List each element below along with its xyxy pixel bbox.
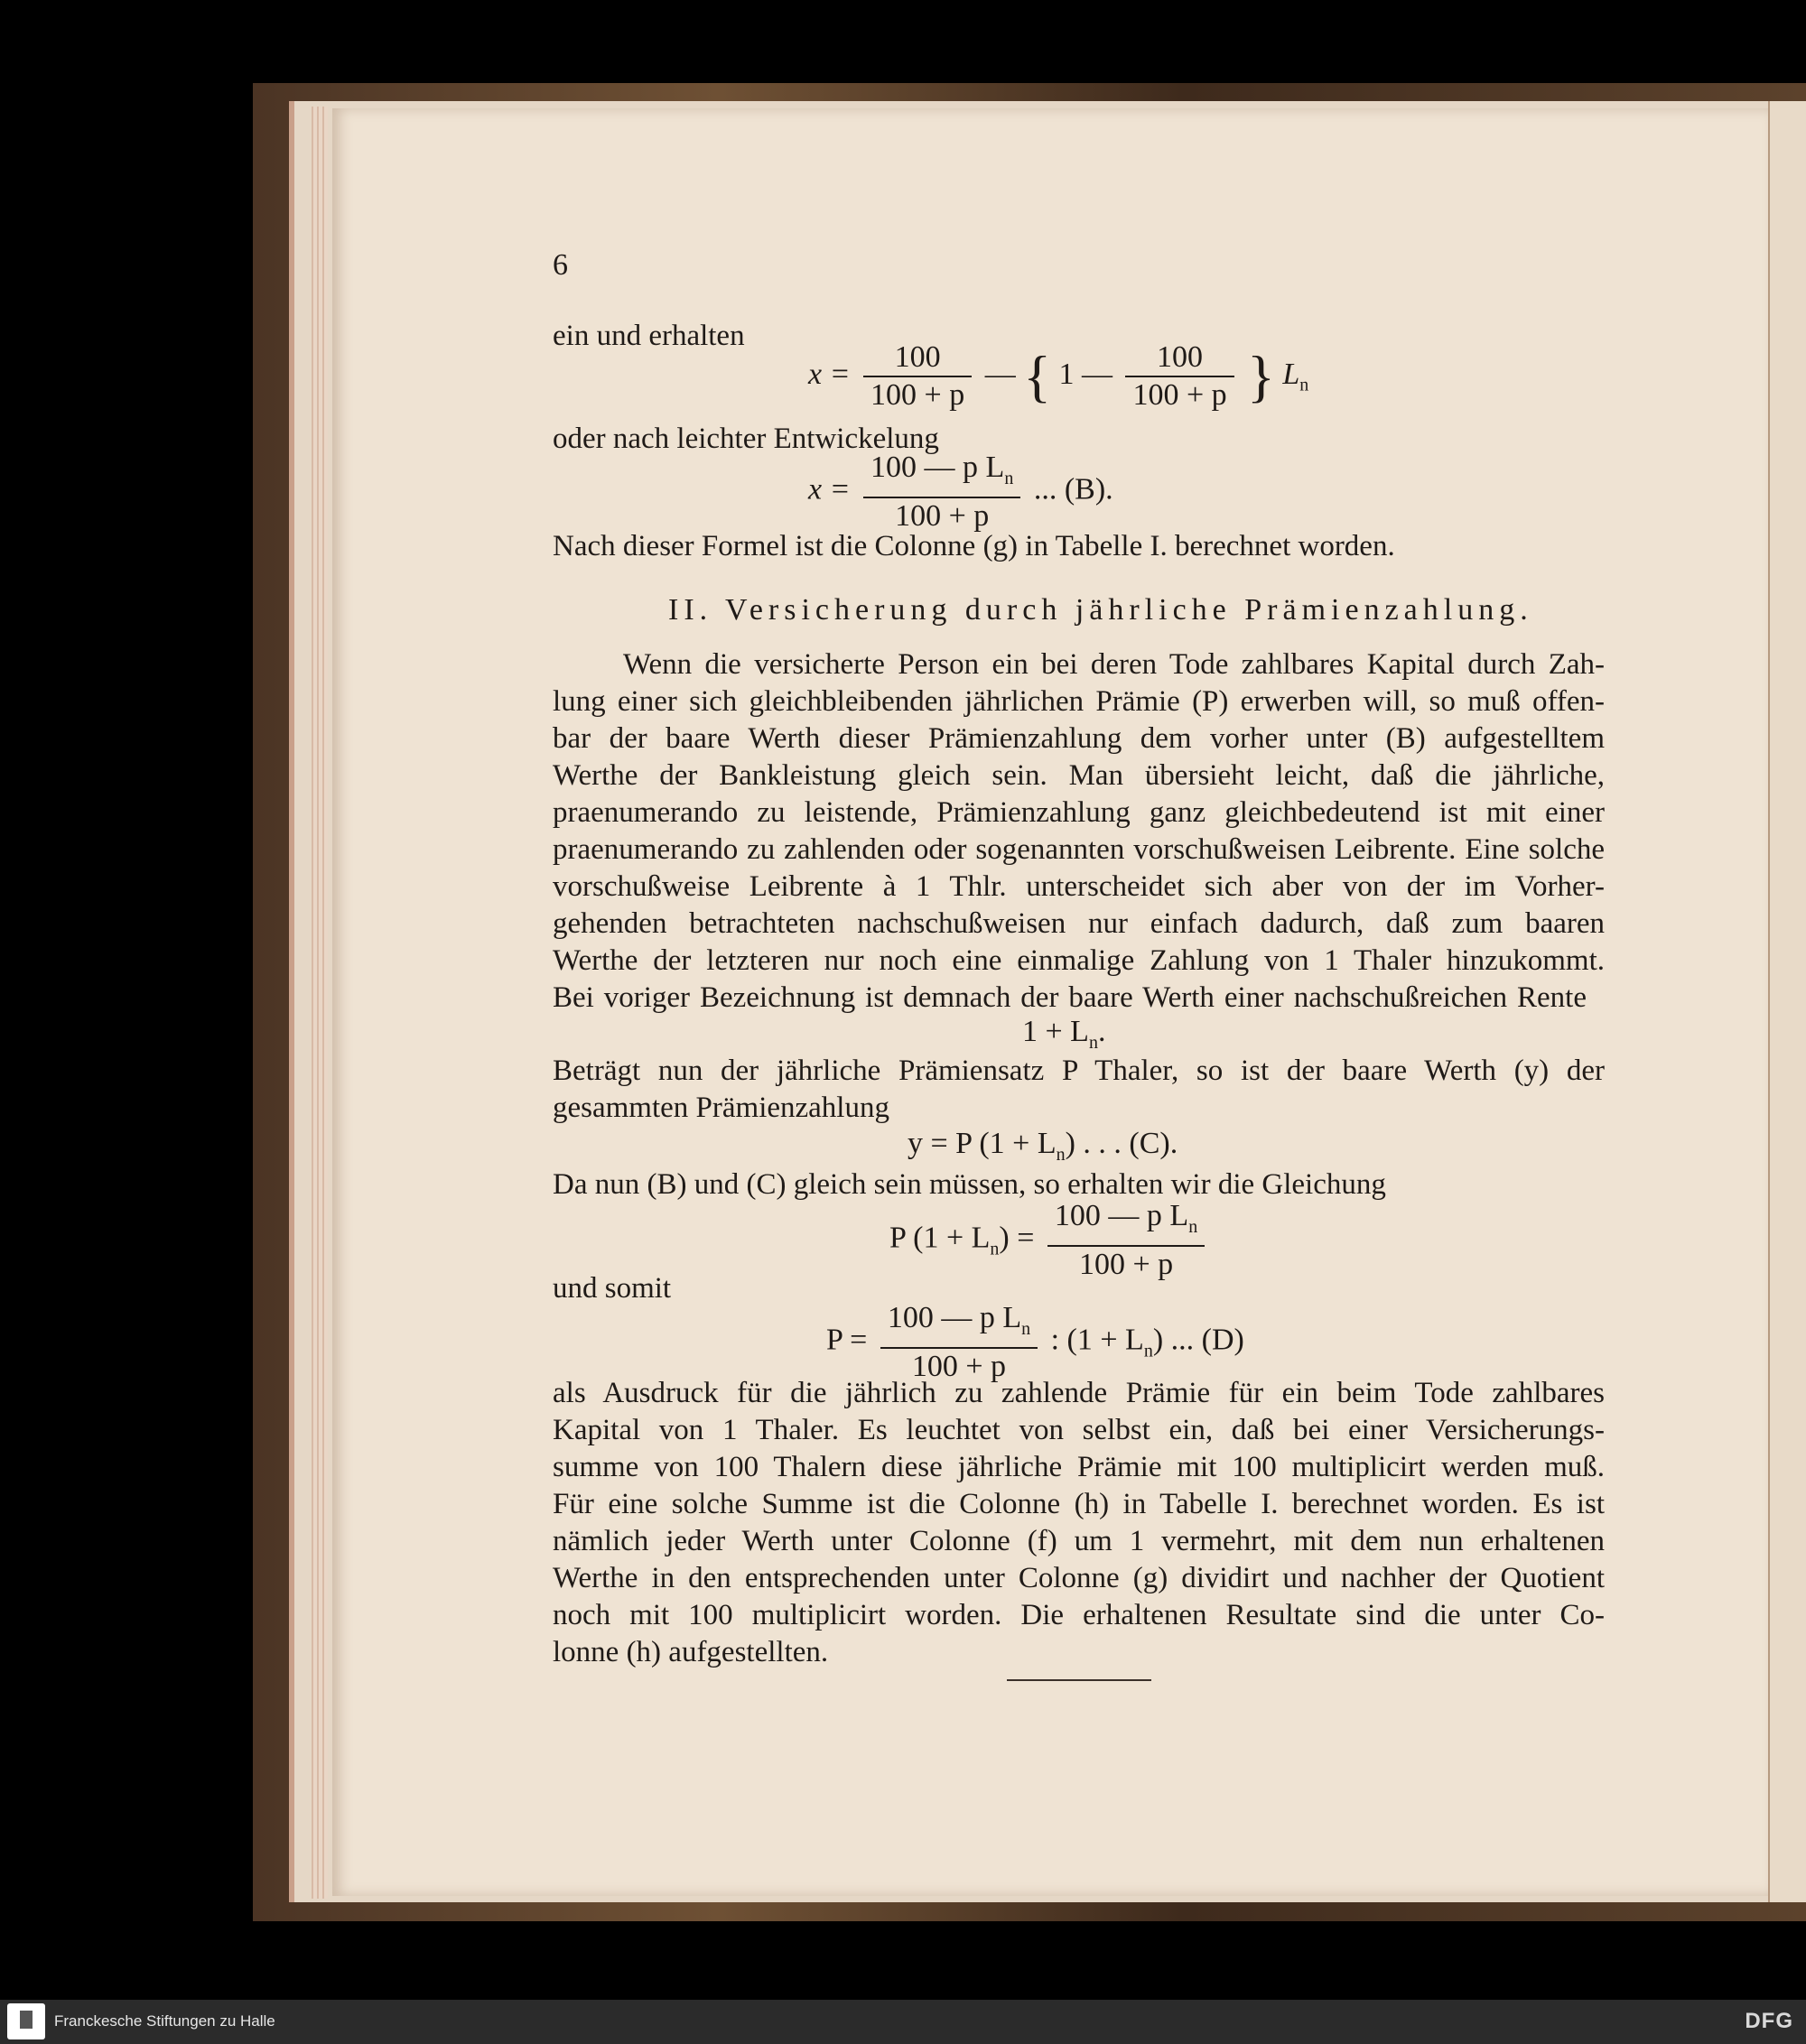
text-line: gesammten Prämienzahlung [553, 1092, 889, 1124]
text-line: Kapital von 1 Thaler. Es leuchtet von selbst ein, daß bei einer Versicherungs- [553, 1414, 1605, 1446]
text-line: summe von 100 Thalern diese jährliche Prämie mit 100 multiplicirt werden muß. [553, 1451, 1605, 1483]
formula-rente [1022, 1015, 1105, 1054]
formula-tail: : (1 + L [1050, 1323, 1144, 1357]
end-rule [1007, 1679, 1151, 1681]
red-page-edges [312, 107, 328, 1899]
open-brace: { [1023, 344, 1051, 408]
text-line: bar der baare Werth dieser Prämienzahlung dem vorher unter (B) aufgestelltem [553, 722, 1605, 755]
text-line: noch mit 100 multiplicirt worden. Die erhaltenen Resultate sind die unter Co- [553, 1599, 1605, 1631]
close-brace: } [1247, 344, 1275, 408]
numerator-text: 100 — p L [870, 451, 1005, 484]
text-line: oder nach leichter Entwickelung [553, 423, 939, 455]
formula-lhs: P = [826, 1323, 868, 1357]
formula-lhs: P (1 + L [889, 1221, 991, 1255]
formula-x-expanded [808, 339, 1308, 413]
equation-label: ... (B). [1033, 472, 1113, 506]
text-line: praenumerando zu zahlenden oder sogenannten vorschußweisen Leibrente. Eine solche [553, 833, 1605, 866]
denominator: 100 + p [870, 378, 965, 412]
text-line: und somit [553, 1272, 672, 1305]
minus-sign: — [984, 357, 1016, 391]
numerator-text: 100 — p L [887, 1301, 1022, 1334]
denominator: 100 + p [1132, 378, 1227, 412]
subscript: n [1143, 1341, 1153, 1361]
formula-D [826, 1300, 1244, 1385]
numerator [880, 1300, 1038, 1349]
text-line: lung einer sich gleichbleibenden jährlichen Prämie (P) erwerben will, so muß offen- [553, 685, 1605, 718]
subscript: n [1088, 1032, 1098, 1053]
text-line: Für eine solche Summe ist die Colonne (h) in Tabelle I. berechnet worden. Es ist [553, 1488, 1605, 1520]
section-heading: II. Versicherung durch jährliche Prämienzahlung. [668, 593, 1533, 627]
numerator-text: 100 — p L [1054, 1199, 1189, 1232]
text-line: ein und erhalten [553, 320, 745, 352]
one-minus: 1 — [1058, 357, 1112, 391]
subscript: n [990, 1239, 1000, 1259]
text-line: Da nun (B) und (C) gleich sein müssen, so erhalten wir die Gleichung [553, 1168, 1386, 1201]
fraction [880, 1300, 1038, 1385]
L-symbol: L [1282, 357, 1300, 391]
numerator [863, 450, 1020, 498]
text-line: Werthe der Bankleistung gleich sein. Man übersieht leicht, daß die jährliche, [553, 759, 1605, 792]
formula-lhs: x = [808, 472, 851, 506]
text-line: praenumerando zu leistende, Prämienzahlung ganz gleichbedeutend ist mit einer [553, 796, 1605, 829]
formula-tail-end: ) ... (D) [1152, 1323, 1244, 1357]
dfg-logo: DFG [1745, 2009, 1793, 2033]
fraction [863, 450, 1020, 534]
formula-end: . [1097, 1015, 1106, 1048]
text-line: Wenn die versicherte Person ein bei deren Tode zahlbares Kapital durch Zah- [623, 648, 1605, 681]
denominator: 100 + p [911, 1349, 1007, 1383]
subscript: n [1299, 375, 1309, 395]
text-line: lonne (h) aufgestellten. [553, 1636, 829, 1668]
denominator: 100 + p [895, 498, 990, 533]
subscript: n [1004, 468, 1014, 488]
text-line: Beträgt nun der jährliche Prämiensatz P Thaler, so ist der baare Werth (y) der [553, 1055, 1605, 1087]
subscript: n [1021, 1318, 1031, 1339]
formula-text: y = P (1 + L [908, 1127, 1057, 1160]
text-line: gehenden betrachteten nachschußweisen nur einfach dadurch, daß zum baaren [553, 907, 1605, 940]
subscript: n [1188, 1216, 1198, 1237]
text-line: Werthe in den entsprechenden unter Colonne (g) dividirt und nachher der Quotient [553, 1562, 1605, 1594]
formula-lhs-end: ) = [999, 1221, 1035, 1255]
text-line: nämlich jeder Werth unter Colonne (f) um 1 vermehrt, mit dem nun erhaltenen [553, 1525, 1605, 1557]
text-line: Nach dieser Formel ist die Colonne (g) in Tabelle I. berechnet worden. [553, 530, 1395, 562]
institution-name: Franckesche Stiftungen zu Halle [54, 2012, 275, 2030]
formula-C [908, 1127, 1178, 1166]
text-line: als Ausdruck für die jährlich zu zahlende Prämie für ein beim Tode zahlbares [553, 1377, 1605, 1409]
formula-text: 1 + L [1022, 1015, 1089, 1048]
formula-end: ) . . . (C). [1065, 1127, 1178, 1160]
text-line: Werthe der letzteren nur noch eine einmalige Zahlung von 1 Thaler hinzukommt. [553, 944, 1605, 977]
formula-B [808, 450, 1113, 534]
facing-page-edge [1768, 101, 1806, 1902]
denominator: 100 + p [1078, 1247, 1174, 1281]
text-line: vorschußweise Leibrente à 1 Thlr. unterscheidet sich aber von der im Vorher- [553, 870, 1605, 903]
fraction [863, 339, 972, 413]
page-number: 6 [553, 248, 568, 282]
fraction [1125, 339, 1233, 413]
numerator [1047, 1198, 1205, 1247]
numerator: 100 [863, 339, 972, 377]
formula-lhs: x = [808, 357, 851, 391]
text-line: Bei voriger Bezeichnung ist demnach der baare Werth einer nachschußreichen Rente [553, 981, 1587, 1014]
numerator: 100 [1125, 339, 1233, 377]
institution-logo-icon [7, 2003, 45, 2039]
subscript: n [1056, 1144, 1066, 1165]
viewer-footer [0, 2000, 1806, 2044]
